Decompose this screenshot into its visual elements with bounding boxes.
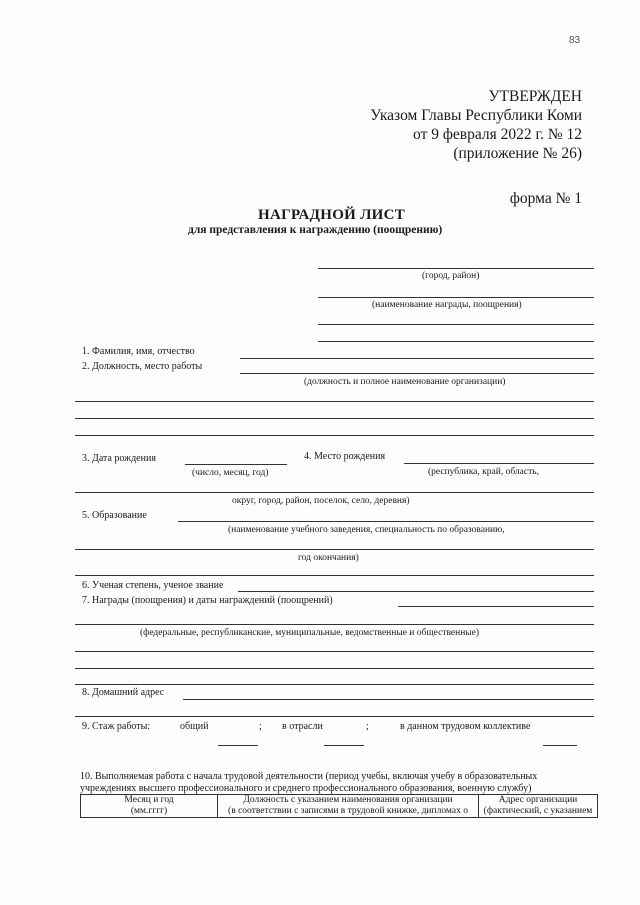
education-line-2[interactable] [75,549,594,550]
birthdate-caption: (число, месяц, год) [192,468,269,478]
section-10-line-1: 10. Выполняемая работа с начала трудовой деятельности (период учебы, включая учебу в образовательных [80,771,538,782]
position-line-2[interactable] [75,401,594,402]
experience-industry-line[interactable] [324,745,364,746]
experience-team-label: в данном трудовом коллективе [400,721,531,732]
column-address [479,795,598,818]
birthplace-line-2[interactable] [75,492,594,493]
award-extra-line-1[interactable] [318,324,594,325]
education-line-3[interactable] [75,575,594,576]
field-birthplace-label: 4. Место рождения [304,451,386,462]
city-line[interactable] [318,268,594,269]
work-history-table [80,794,598,818]
birthplace-caption-2: округ, город, район, поселок, село, деревня) [232,496,410,506]
degree-line[interactable] [238,591,594,592]
position-line-4[interactable] [75,435,594,436]
field-awards-label: 7. Награды (поощрения) и даты награждений (поощрений) [82,595,333,606]
approval-line-4: (приложение № 26) [453,145,582,162]
education-caption-1: (наименование учебного заведения, специальность по образованию, [228,525,505,535]
column-position-label: Должность с указанием наименования организации [243,795,453,805]
awards-caption: (федеральные, республиканские, муниципальные, ведомственные и общественные) [140,628,480,638]
column-address-note: (фактический, с указанием [483,806,593,816]
position-line[interactable] [240,373,594,374]
address-line[interactable] [183,699,594,700]
experience-separator-1: ; [259,721,262,732]
column-date-label: Месяц и год [124,795,174,805]
city-caption: (город, район) [422,271,480,281]
column-position-note: (в соответствии с записями в трудовой книжке, дипломах о [228,806,468,816]
document-title: НАГРАДНОЙ ЛИСТ [258,207,406,223]
position-line-3[interactable] [75,418,594,419]
column-address-label: Адрес организации [498,795,578,805]
approval-line-1: УТВЕРЖДЕН [488,88,582,105]
award-name-line[interactable] [318,297,594,298]
experience-total-label: общий [180,721,209,732]
field-address-label: 8. Домашний адрес [82,687,165,698]
field-full-name-label: 1. Фамилия, имя, отчество [82,346,195,357]
column-date [81,795,218,818]
field-education-label: 5. Образование [82,510,147,521]
form-number: форма № 1 [509,190,582,207]
page-number: 83 [569,35,581,46]
awards-line[interactable] [398,606,594,607]
education-caption-2: год окончания) [298,553,359,563]
award-extra-line-2[interactable] [318,341,594,342]
awards-line-5[interactable] [75,684,594,685]
document-subtitle: для представления к награждению (поощрению) [188,224,443,236]
awards-line-3[interactable] [75,651,594,652]
field-experience-label: 9. Стаж работы: [82,721,151,732]
column-date-format: (мм.гггг) [130,806,168,816]
birthdate-line[interactable] [185,464,287,465]
column-position [218,795,479,818]
approval-line-3: от 9 февраля 2022 г. № 12 [413,126,582,143]
award-name-caption: (наименование награды, поощрения) [372,300,522,310]
experience-total-line[interactable] [218,745,258,746]
experience-separator-2: ; [366,721,369,732]
field-degree-label: 6. Ученая степень, ученое звание [82,580,224,591]
education-line[interactable] [178,521,594,522]
field-birthdate-label: 3. Дата рождения [82,453,156,464]
experience-industry-label: в отрасли [282,721,323,732]
birthplace-line[interactable] [404,463,594,464]
experience-team-line[interactable] [543,745,577,746]
awards-line-4[interactable] [75,668,594,669]
position-caption: (должность и полное наименование организации) [304,377,506,387]
address-line-2[interactable] [75,716,594,717]
birthplace-caption-1: (республика, край, область, [428,467,539,477]
section-10-line-2: учреждениях высшего профессионального и среднего профессионального образования, военную службу) [80,783,532,794]
full-name-line[interactable] [240,358,594,359]
approval-line-2: Указом Главы Республики Коми [370,107,582,124]
awards-line-2[interactable] [75,624,594,625]
field-position-label: 2. Должность, место работы [82,361,203,372]
